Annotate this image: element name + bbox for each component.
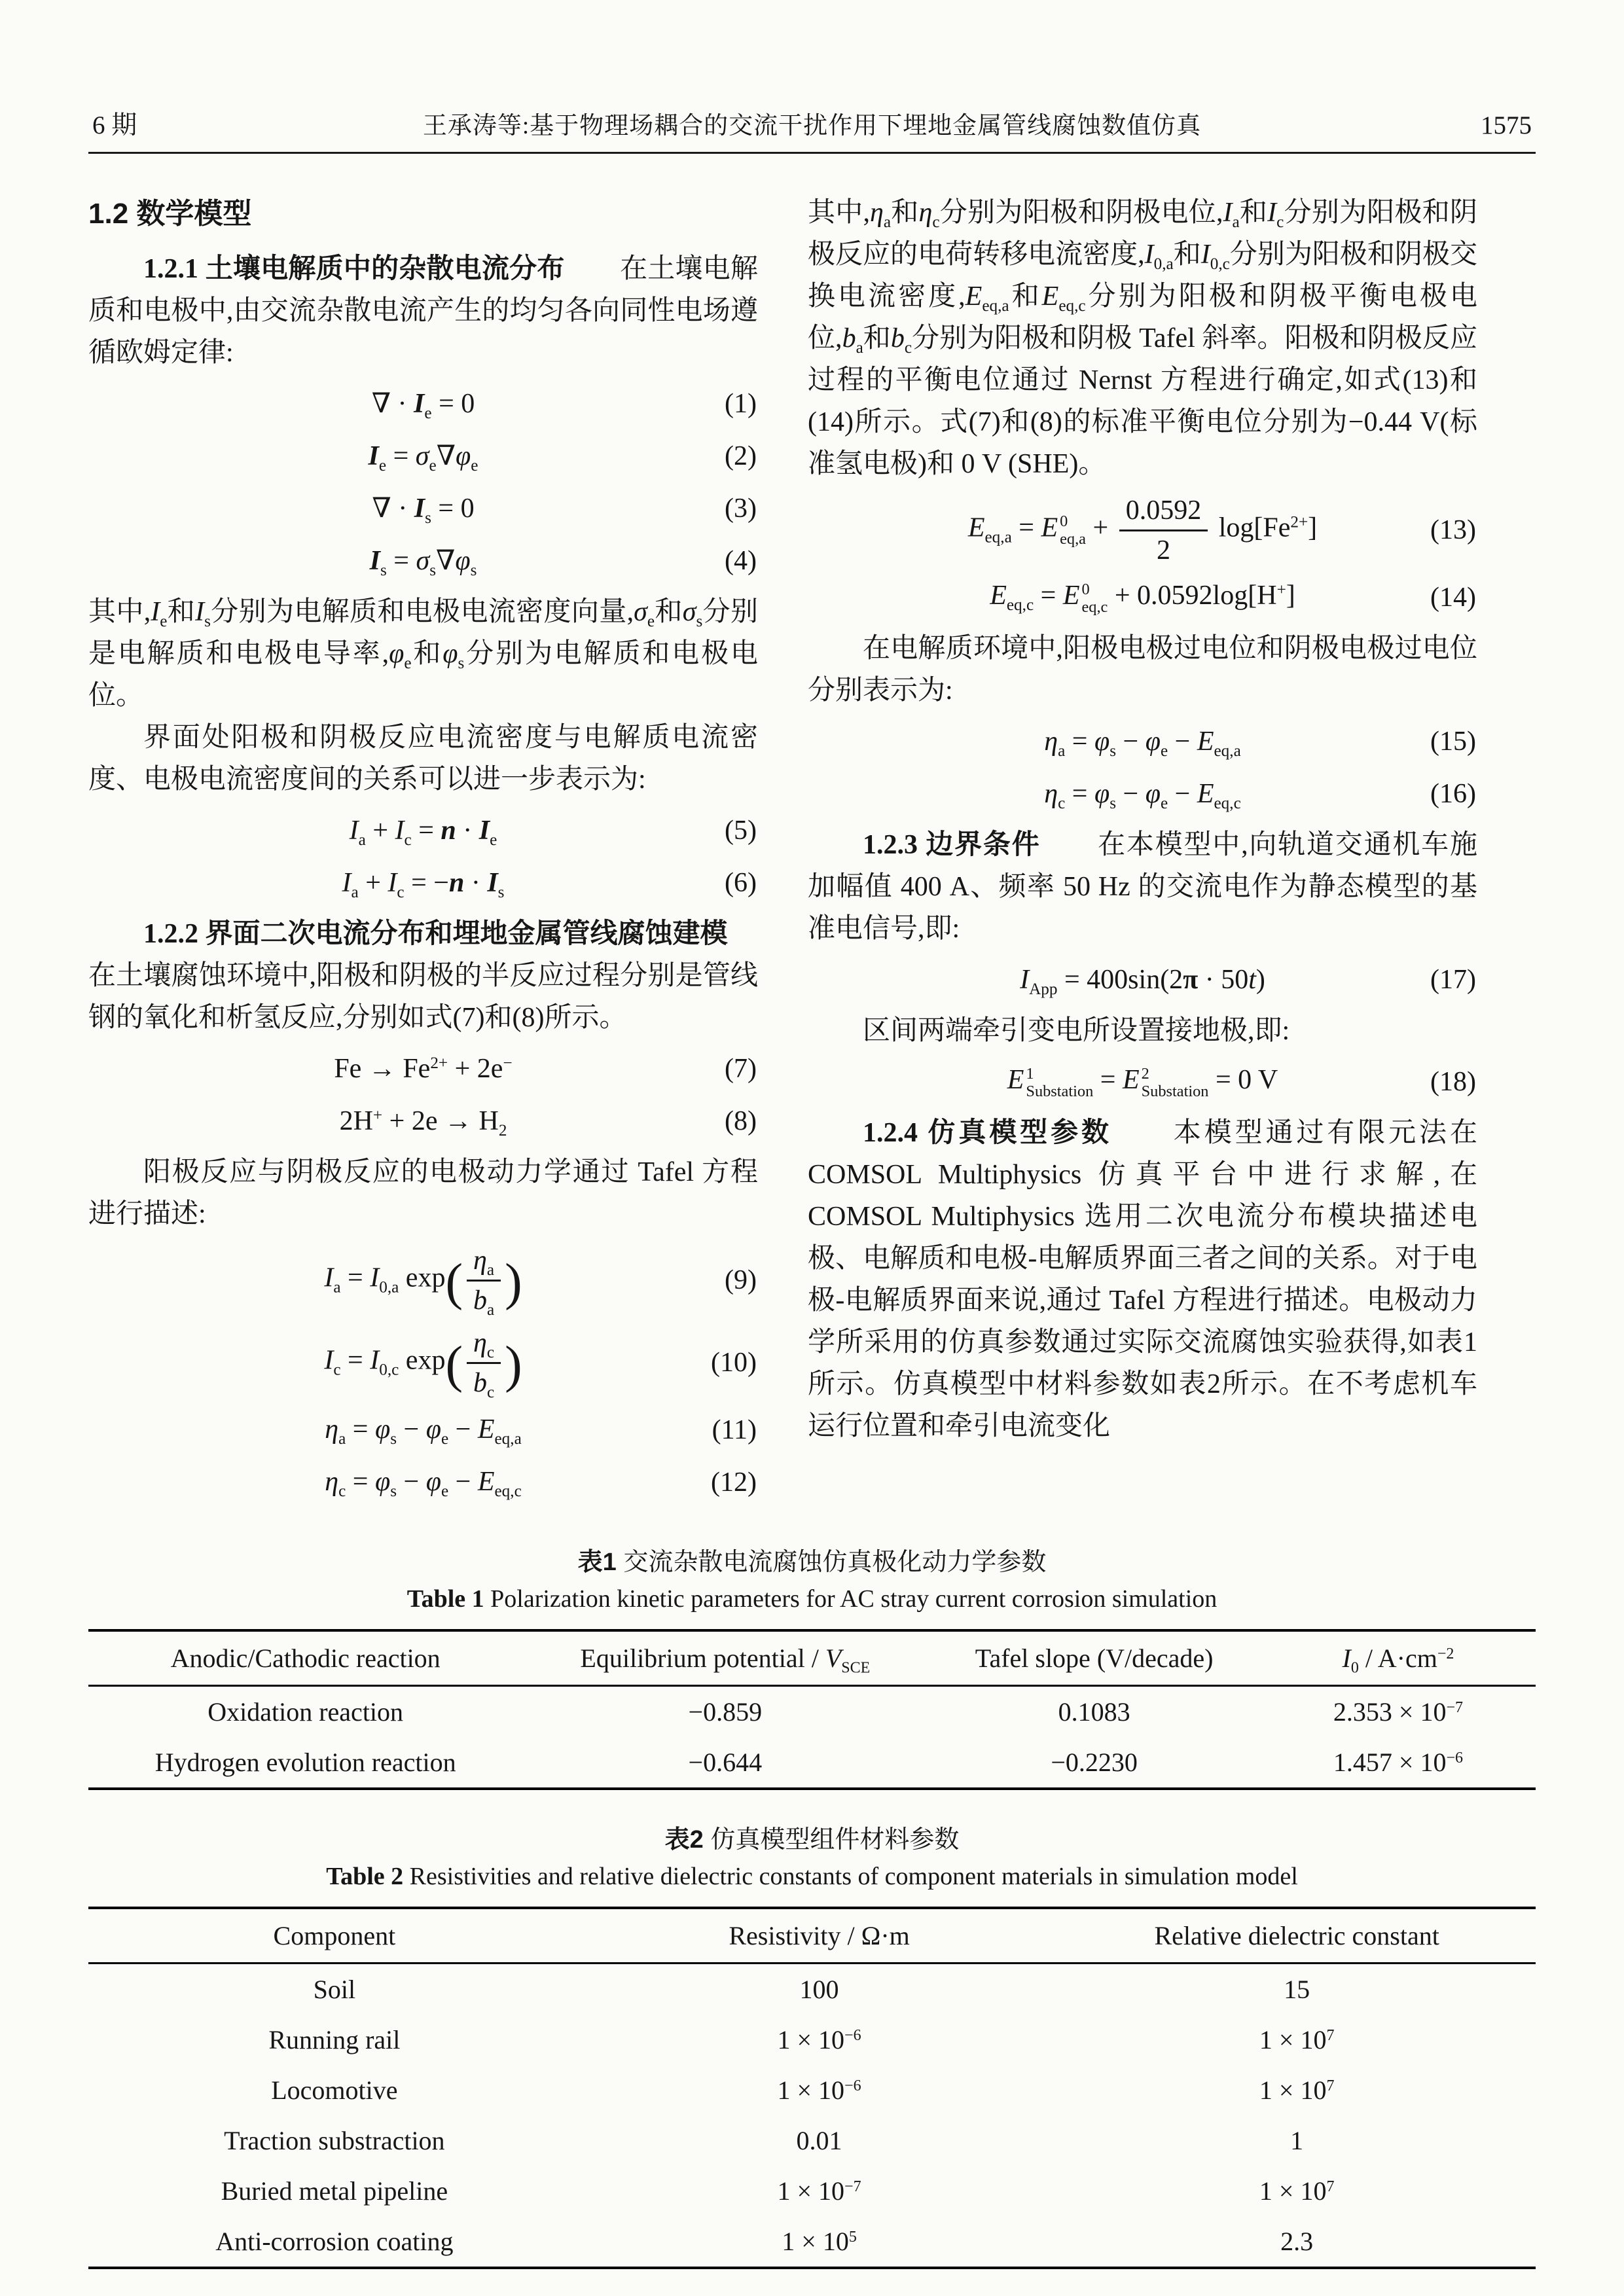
table2-header-cell: Resistivity / Ω·m xyxy=(581,1908,1058,1964)
table-cell: −0.2230 xyxy=(1051,1747,1138,1777)
table-cell: 0.1083 xyxy=(1058,1696,1130,1727)
table-cell: Buried metal pipeline xyxy=(221,2176,448,2206)
paragraph-1-2-4: 1.2.4 仿真模型参数 本模型通过有限元法在 COMSOL Multiphysics 仿真平台中进行求解,在 COMSOL Multiphysics 选用二次电流分布模块描述电极、电解质和电极-电解质界面三者之间的关系。对于电极-电解质界面来说,通过 Tafel 方程进行描述。电极动力学所采用的仿真参数通过实际交流腐蚀实验获得,如表1所示。仿真模型中材料参数如表2所示。在不考虑机车运行位置和牵引电流变化 xyxy=(808,1117,1477,1441)
journal-issue: 6 期 xyxy=(92,111,137,139)
equation-body: E 1 Substation = E 2 Substation = 0 V xyxy=(1007,1064,1278,1100)
equation-6 xyxy=(88,861,758,905)
equation-body: $\eta_a = \varphi_s - \varphi_e - E_{eq,a}$ xyxy=(1044,726,1241,760)
left-column xyxy=(88,192,783,1513)
equation-16 xyxy=(808,772,1477,816)
equation-number: (6) xyxy=(725,867,757,898)
equation-number: (17) xyxy=(1430,964,1476,995)
equation-number: (13) xyxy=(1430,514,1476,545)
equation-1 xyxy=(88,382,758,426)
equation-body: $E_{eq,a} = E$ 0 eq,a + $\frac{0.0592}{2}$ $\log[Fe^{2+}]$ xyxy=(909,493,1376,567)
equation-body: $I_c = I_{0,c}$ exp( $\frac{\eta_c}{b_c}$ ) xyxy=(265,1325,581,1400)
equation-number: (8) xyxy=(725,1105,757,1136)
table2 xyxy=(88,1907,1536,2269)
equation-5 xyxy=(88,808,758,853)
table-cell: Traction substraction xyxy=(224,2125,445,2155)
table-cell: 100 xyxy=(799,1974,839,2004)
table1 xyxy=(88,1629,1536,1790)
equation-number: (2) xyxy=(725,440,757,471)
table-cell: Running rail xyxy=(268,2024,401,2054)
equation-17 xyxy=(808,958,1477,1002)
equation-number: (4) xyxy=(725,545,757,576)
table2-caption-en: Table 2 Resistivities and relative dielectric constants of component materials in simulation model xyxy=(326,1862,1298,1890)
table-row xyxy=(88,2216,1536,2268)
equation-number: (16) xyxy=(1430,778,1476,809)
two-column-body xyxy=(88,192,1536,1513)
table-cell: $1 \times 10^7$ xyxy=(1259,2075,1335,2105)
equation-number: (11) xyxy=(712,1414,757,1445)
table-cell: $1 \times 10^7$ xyxy=(1259,2024,1335,2054)
equation-number: (1) xyxy=(725,388,757,419)
paragraph-substation: 区间两端牵引变电所设置接地极,即: xyxy=(863,1015,1290,1046)
table-cell: 15 xyxy=(1284,1974,1310,2004)
table1-header-cell: Equilibrium potential / $V_{SCE}$ xyxy=(522,1630,928,1686)
table-cell: Hydrogen evolution reaction xyxy=(154,1747,456,1777)
equation-number: (12) xyxy=(711,1467,757,1498)
equation-body: $\eta_c = \varphi_s - \varphi_e - E_{eq,c}$ xyxy=(1044,778,1241,812)
table1-header-cell: Tafel slope (V/decade) xyxy=(928,1630,1261,1686)
equation-7 xyxy=(88,1047,758,1091)
section-heading: 1.2 数学模型 xyxy=(88,198,252,230)
equation-18 xyxy=(808,1060,1477,1104)
equation-8 xyxy=(88,1099,758,1143)
table-cell: $1.457 \times 10^{-6}$ xyxy=(1333,1747,1463,1777)
table-row xyxy=(88,1685,1536,1737)
table1-header-cell: Anodic/Cathodic reaction xyxy=(88,1630,522,1686)
equation-number: (5) xyxy=(725,815,757,846)
paragraph-symbols: 其中$,I_e$和$I_s$分别为电解质和电极电流密度向量$,\sigma_e$和$\sigma_s$分别是电解质和电极电导率$,\varphi_e$和$\varphi_s$分别为电解质和电极电位。 xyxy=(88,597,758,711)
paragraph-symbols-2: 其中$,\eta_a$和$\eta_c$分别为阳极和阴极电位$,I_a$和$I_c$分别为阳极和阴极反应的电荷转移电流密度$,I_{0,a}$和$I_{0,c}$分别为阳极和阴极交换电流密度$,E_{eq,a}$和$E_{eq,c}$分别为阳极和阴极平衡电极电位$,b_a$和$b_c$分别为阳极和阴极 Tafel 斜率。阳极和阴极反应过程的平衡电位通过 Nernst 方程进行确定,如式(13)和(14)所示。式(7)和(8)的标准平衡电位分别为−0.44 V(标准氢电极)和 0 V (SHE)。 xyxy=(808,198,1477,479)
equation-body: $Fe \to Fe^{2+} + 2e^-$ xyxy=(334,1053,513,1084)
table-cell: Anti-corrosion coating xyxy=(215,2226,454,2256)
table-cell: 2.3 xyxy=(1280,2226,1314,2256)
equation-number: (10) xyxy=(711,1347,757,1378)
header-rule xyxy=(88,152,1536,154)
paragraph-1-2-3: 1.2.3 边界条件 在本模型中,向轨道交通机车施加幅值 400 A、频率 50 Hz 的交流电作为静态模型的基准电信号,即: xyxy=(808,829,1477,944)
equation-body: $I_s = \sigma_s\nabla\varphi_s$ xyxy=(369,545,477,579)
table-cell: Soil xyxy=(313,1974,356,2004)
equation-11 xyxy=(88,1408,758,1452)
equation-15 xyxy=(808,719,1477,764)
table1-caption-en: Table 1 Polarization kinetic parameters for AC stray current corrosion simulation xyxy=(406,1585,1218,1613)
equation-body: ∇ · $I_e = 0$ xyxy=(371,388,475,422)
paragraph-overpotential: 在电解质环境中,阳极电极过电位和阴极电极过电位分别表示为: xyxy=(808,633,1477,706)
equation-9 xyxy=(88,1243,758,1318)
running-title: 王承涛等:基于物理场耦合的交流干扰作用下埋地金属管线腐蚀数值仿真 xyxy=(422,113,1202,139)
equation-12 xyxy=(88,1460,758,1505)
tables-section xyxy=(88,1544,1536,2269)
equation-body: $E_{eq,c} = E$ 0 eq,c + 0.0592log[H+] xyxy=(990,580,1295,616)
table2-header-cell: Relative dielectric constant xyxy=(1058,1908,1536,1964)
equation-number: (15) xyxy=(1430,726,1476,757)
equation-body: ∇ · $I_s = 0$ xyxy=(372,493,475,527)
table-cell: $1 \times 10^{-7}$ xyxy=(777,2176,861,2206)
table-cell: Locomotive xyxy=(271,2075,398,2105)
right-column xyxy=(808,192,1477,1513)
equation-4 xyxy=(88,539,758,583)
table1-caption-zh: 表1 交流杂散电流腐蚀仿真极化动力学参数 xyxy=(577,1548,1047,1576)
table-cell: $2.353 \times 10^{-7}$ xyxy=(1333,1696,1463,1727)
equation-body: $\eta_a = \varphi_s - \varphi_e - E_{eq,a}$ xyxy=(325,1414,522,1448)
table1-header-cell: $I_0 / A\cdot cm^{-2}$ xyxy=(1261,1630,1536,1686)
running-header xyxy=(88,105,1536,152)
table-row xyxy=(88,2065,1536,2115)
paragraph-1-2-1: 1.2.1 土壤电解质中的杂散电流分布 在土壤电解质和电极中,由交流杂散电流产生的均匀各向同性电场遵循欧姆定律: xyxy=(88,254,758,368)
equation-body: $I_a + I_c = n \cdot I_e$ xyxy=(349,815,497,849)
table-cell: $1 \times 10^5$ xyxy=(782,2226,857,2256)
equation-number: (9) xyxy=(725,1265,757,1295)
page-number: 1575 xyxy=(1481,111,1532,139)
table1-header-row xyxy=(88,1630,1536,1686)
table-cell: −0.859 xyxy=(688,1696,763,1727)
equation-body: $I_{App} = 400\sin(2\pi \cdot 50t)$ xyxy=(1020,964,1265,998)
equation-number: (18) xyxy=(1430,1066,1476,1097)
equation-body: $2H^+ + 2e \to H_2$ xyxy=(339,1105,507,1139)
table-cell: $1 \times 10^{-6}$ xyxy=(777,2024,861,2054)
equation-body: $\eta_c = \varphi_s - \varphi_e - E_{eq,c}$ xyxy=(325,1467,522,1501)
equation-2 xyxy=(88,434,758,478)
table-cell: −0.644 xyxy=(688,1747,763,1777)
equation-body: $I_a + I_c = -n \cdot I_s$ xyxy=(342,867,505,901)
table-cell: 0.01 xyxy=(796,2125,842,2155)
table-gap xyxy=(88,1790,1536,1821)
equation-body: $I_e = \sigma_e\nabla\varphi_e$ xyxy=(368,440,478,475)
table-cell: 1 xyxy=(1290,2125,1304,2155)
table-row xyxy=(88,1963,1536,2015)
equation-number: (7) xyxy=(725,1053,757,1084)
table-cell: $1 \times 10^{-6}$ xyxy=(777,2075,861,2105)
table-row xyxy=(88,1737,1536,1789)
table-cell: $1 \times 10^7$ xyxy=(1259,2176,1335,2206)
equation-body: $I_a = I_{0,a}$ exp( $\frac{\eta_a}{b_a}$ ) xyxy=(265,1243,581,1318)
table2-header-cell: Component xyxy=(88,1908,581,1964)
equation-13 xyxy=(808,493,1477,567)
equation-14 xyxy=(808,575,1477,620)
equation-number: (14) xyxy=(1430,582,1476,613)
equation-3 xyxy=(88,486,758,531)
paragraph-1-2-2: 1.2.2 界面二次电流分布和埋地金属管线腐蚀建模 在土壤腐蚀环境中,阳极和阴极的半反应过程分别是管线钢的氧化和析氢反应,分别如式(7)和(8)所示。 xyxy=(88,919,783,1033)
table-cell: Oxidation reaction xyxy=(208,1696,404,1727)
table2-caption-zh: 表2 仿真模型组件材料参数 xyxy=(664,1825,960,1854)
table-row xyxy=(88,2115,1536,2166)
equation-10 xyxy=(88,1325,758,1400)
table-row xyxy=(88,2015,1536,2065)
equation-number: (3) xyxy=(725,493,757,524)
paragraph-tafel: 阳极反应与阴极反应的电极动力学通过 Tafel 方程进行描述: xyxy=(88,1157,758,1229)
table-row xyxy=(88,2166,1536,2216)
paragraph-interface: 界面处阳极和阴极反应电流密度与电解质电流密度、电极电流密度间的关系可以进一步表示为: xyxy=(88,723,758,795)
table2-header-row xyxy=(88,1908,1536,1964)
